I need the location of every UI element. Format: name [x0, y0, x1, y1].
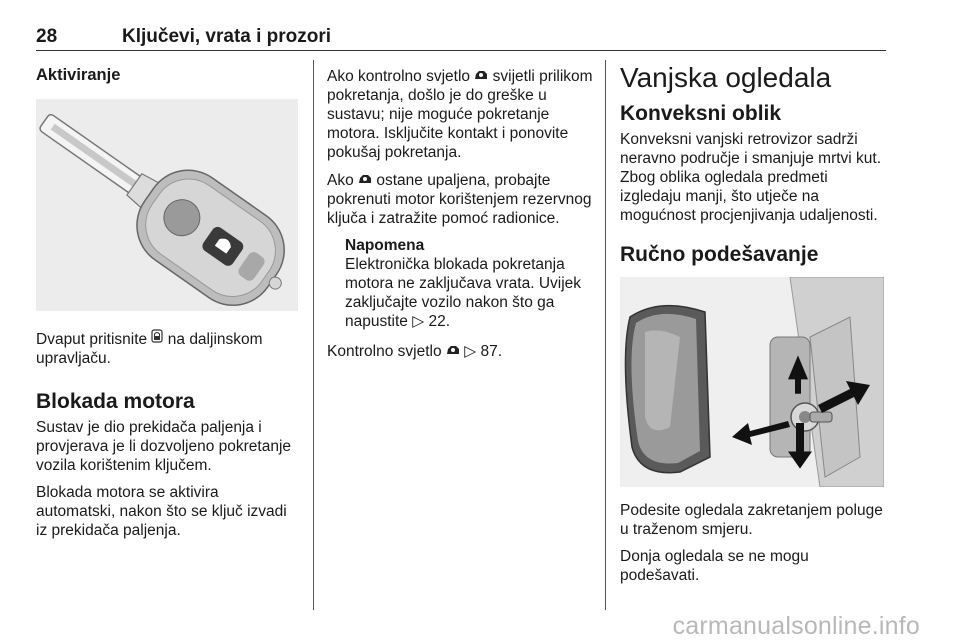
- middle-column: [327, 66, 595, 369]
- key-fob-illustration: [36, 99, 298, 311]
- heading-activation: Aktiviranje: [36, 66, 121, 84]
- key-fob-svg: [36, 99, 298, 311]
- immobiliser-lamp-icon: [474, 66, 488, 85]
- heading-immobiliser: Blokada motora: [36, 390, 195, 413]
- lamp-on-text-b: ostane upaljena, probajte pokrenuti motor korištenjem rezervnog ključa i zatražite pomoć radionice.: [327, 172, 592, 227]
- heading-manual: Ručno podešavanje: [620, 243, 819, 266]
- header-rule: [36, 50, 886, 51]
- mirror-adjust-illustration: [620, 277, 884, 487]
- para-lamp-on: [327, 170, 595, 228]
- page-number: 28: [36, 26, 58, 47]
- para-system: Sustav je dio prekidača paljenja i provjerava je li dozvoljeno pokretanje vozila korištenim ključem.: [36, 419, 292, 474]
- lamp-ref-link[interactable]: 87.: [480, 343, 503, 360]
- right-column: [620, 62, 886, 593]
- lamp-ref-text: Kontrolno svjetlo: [327, 343, 442, 360]
- column-divider-1: [313, 60, 314, 610]
- left-column: [36, 66, 302, 548]
- column-divider-2: [605, 60, 606, 610]
- para-lamp-ref: [327, 341, 595, 361]
- para-convex: Konveksni vanjski retrovizor sadrži neravno područje i smanjuje mrtvi kut. Zbog oblika ogledala predmeti izgledaju manji, što utječe na mogućnost procjenjivanja udaljenosti.: [620, 131, 882, 224]
- lamp-on-text-a: Ako: [327, 172, 354, 189]
- note-title: Napomena: [345, 237, 425, 254]
- section-title: Vanjska ogledala: [620, 62, 832, 93]
- para-lower: Donja ogledala se ne mogu podešavati.: [620, 548, 809, 584]
- ref-arrow-icon: ▷: [412, 313, 425, 330]
- chapter-title: Ključevi, vrata i prozori: [122, 26, 332, 47]
- para-lamp-lit: [327, 66, 595, 162]
- immobiliser-lamp-icon: [446, 341, 460, 360]
- para-adjust: Podesite ogledala zakretanjem poluge u traženom smjeru.: [620, 502, 883, 538]
- press-text-rest: na daljinskom upravljaču.: [36, 331, 263, 367]
- note-block: [345, 236, 595, 331]
- heading-convex: Konveksni oblik: [620, 102, 782, 125]
- lock-button-icon: [151, 329, 163, 348]
- note-text-a: Elektronička blokada pokretanja motora ne zaključava vrata. Uvijek zaključajte vozilo nakon što ga napustite: [345, 256, 582, 330]
- note-text: [345, 255, 595, 331]
- para-auto: Blokada motora se aktivira automatski, nakon što se ključ izvadi iz prekidača paljenja.: [36, 484, 287, 539]
- ref-arrow-icon: ▷: [464, 343, 477, 360]
- press-text: Dvaput pritisnite: [36, 331, 148, 348]
- watermark: carmanualsonline.info: [672, 612, 920, 640]
- lamp-lit-text-a: Ako kontrolno svjetlo: [327, 68, 471, 85]
- lamp-lit-text-b: svijetli prilikom pokretanja, došlo je do greške u sustavu; nije moguće pokretanje motora. Isključite kontakt i ponovite pokušaj pokretanja.: [327, 68, 593, 161]
- note-ref-link[interactable]: 22.: [428, 313, 451, 330]
- immobiliser-lamp-icon: [358, 170, 372, 189]
- para-press-button: [36, 329, 302, 368]
- mirror-adjust-svg: [620, 277, 884, 487]
